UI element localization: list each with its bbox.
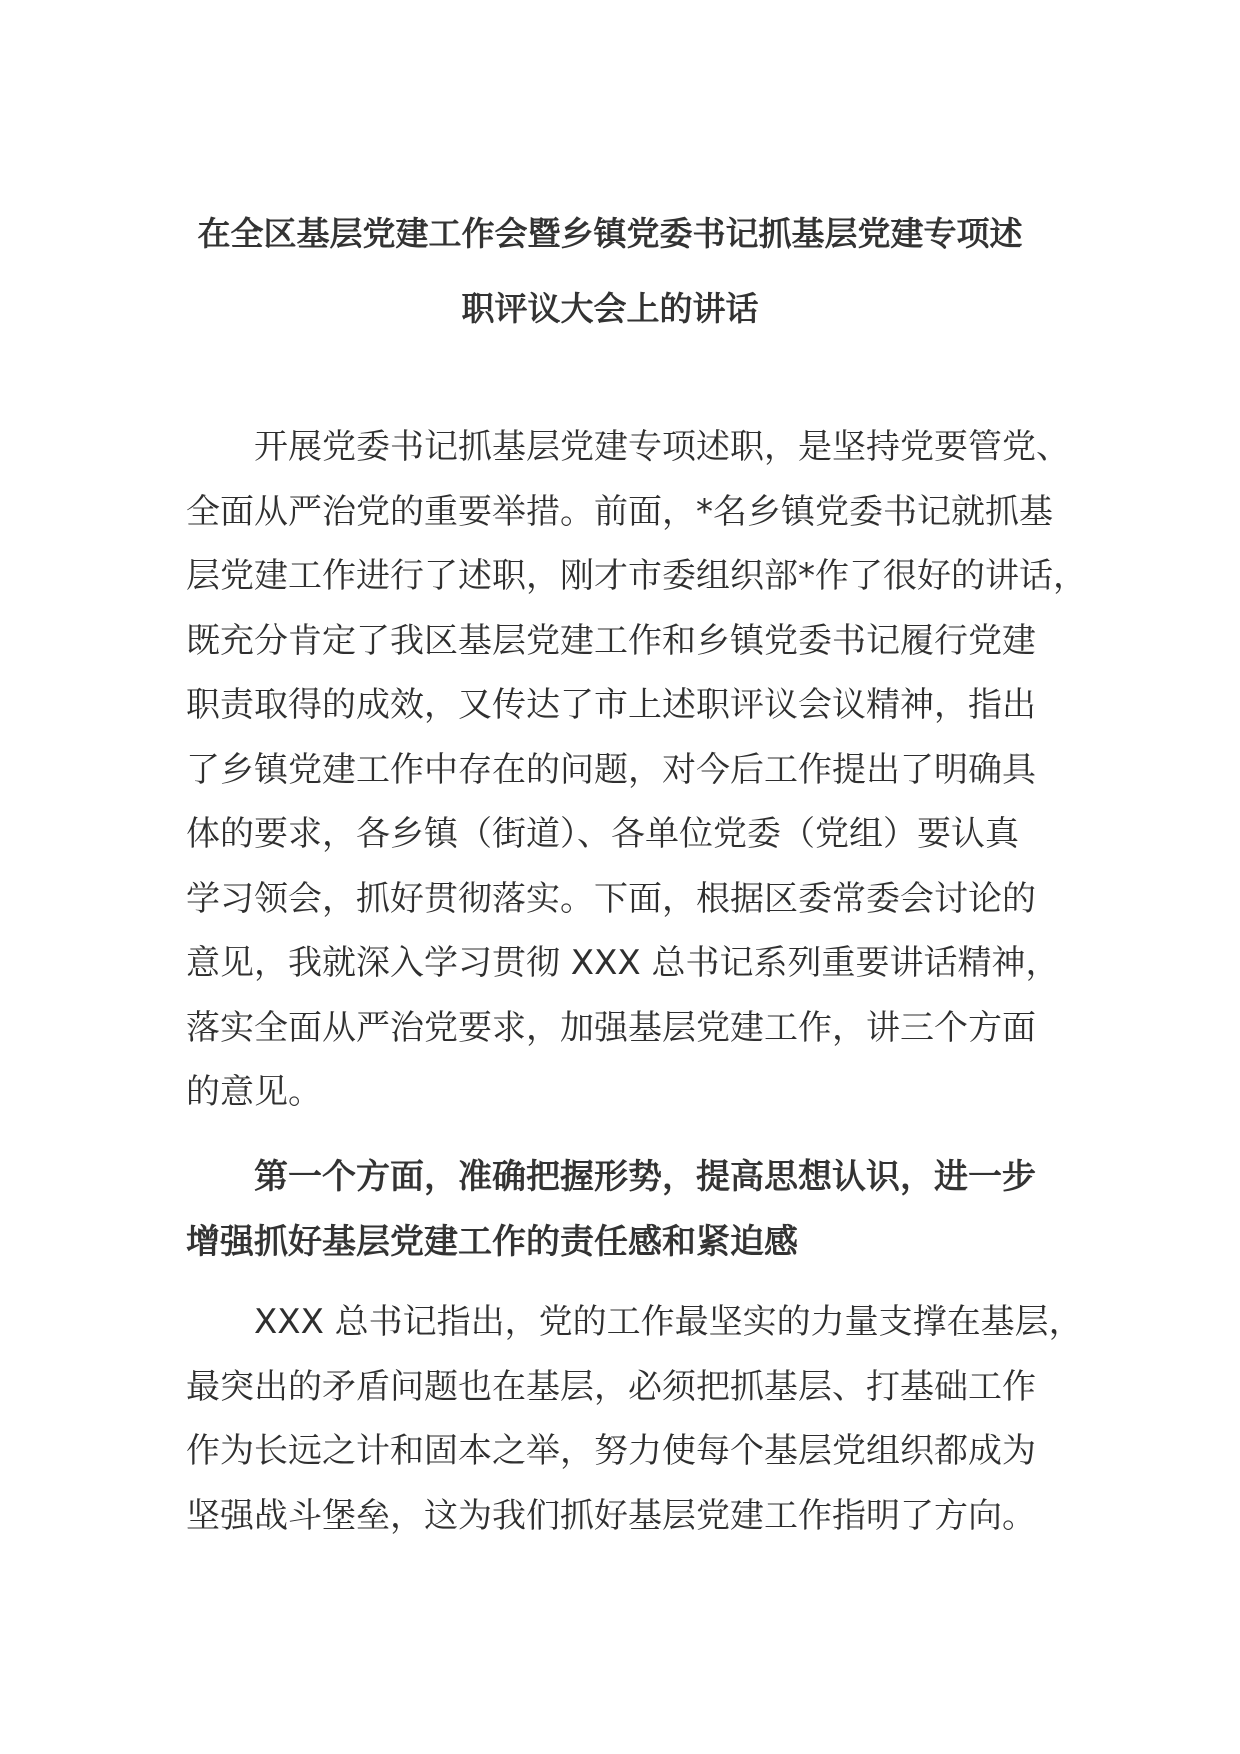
paragraph-line: 学习领会，抓好贯彻落实。下面，根据区委常委会讨论的 <box>186 878 1036 919</box>
paragraph-line: 既充分肯定了我区基层党建工作和乡镇党委书记履行党建 <box>186 620 1036 661</box>
paragraph-line: 意见，我就深入学习贯彻 XXX 总书记系列重要讲话精神， <box>186 943 1060 983</box>
heading-line: 增强抓好基层党建工作的责任感和紧迫感 <box>186 1221 798 1262</box>
paragraph-line: 体的要求，各乡镇（街道）、各单位党委（党组）要认真 <box>186 814 1019 854</box>
paragraph-line: 全面从严治党的重要举措。前面，*名乡镇党委书记就抓基 <box>186 491 1053 532</box>
paragraph-line: 层党建工作进行了述职，刚才市委组织部*作了很好的讲话， <box>186 556 1087 596</box>
document-title <box>180 196 1040 346</box>
paragraph-line: 作为长远之计和固本之举，努力使每个基层党组织都成为 <box>186 1431 1036 1471</box>
paragraph-line: 坚强战斗堡垒，这为我们抓好基层党建工作指明了方向。 <box>186 1495 1036 1536</box>
title-line: 在全区基层党建工作会暨乡镇党委书记抓基层党建专项述 <box>197 214 1023 253</box>
paragraph-line: 职责取得的成效，又传达了市上述职评议会议精神，指出 <box>186 685 1036 725</box>
paragraph-line: 了乡镇党建工作中存在的问题，对今后工作提出了明确具 <box>186 749 1036 790</box>
title-line: 职评议大会上的讲话 <box>461 289 759 328</box>
heading-line: 第一个方面，准确把握形势，提高思想认识，进一步 <box>254 1157 1036 1197</box>
paragraph-line: 开展党委书记抓基层党建专项述职，是坚持党要管党、 <box>254 427 1070 467</box>
paragraph-intro <box>186 415 1086 1125</box>
section-heading-1 <box>186 1145 1086 1274</box>
paragraph-line: 的意见。 <box>186 1072 322 1112</box>
paragraph-section-1 <box>186 1290 1086 1548</box>
paragraph-line: XXX 总书记指出，党的工作最坚实的力量支撑在基层， <box>254 1302 1083 1342</box>
paragraph-line: 落实全面从严治党要求，加强基层党建工作，讲三个方面 <box>186 1007 1036 1048</box>
paragraph-line: 最突出的矛盾问题也在基层，必须把抓基层、打基础工作 <box>186 1366 1036 1407</box>
